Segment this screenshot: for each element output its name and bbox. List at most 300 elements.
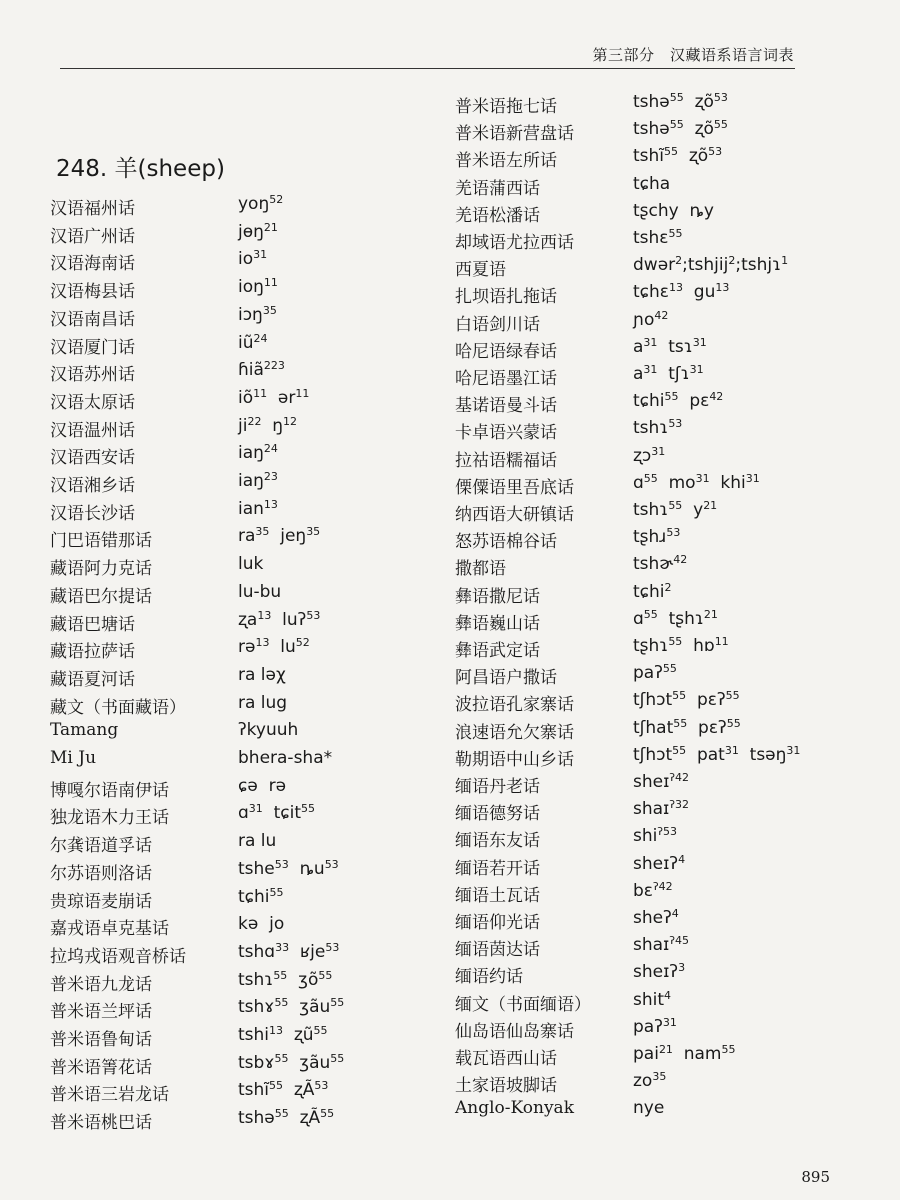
form-segment: ʐÃ <box>288 1108 321 1129</box>
tone-superscript: 55 <box>643 471 658 485</box>
form-segment: io <box>238 249 254 270</box>
entry-title: 248. 羊(sheep) <box>56 156 225 182</box>
form-segment: tʃhat <box>633 717 674 738</box>
tone-superscript: 53 <box>306 608 321 622</box>
form-segment: ;tshjij <box>682 255 729 276</box>
form-segment: pɛ <box>678 391 710 412</box>
form-segment: ɑ <box>633 472 644 493</box>
language-name: 羌语松潘话 <box>455 205 540 226</box>
word-form <box>633 146 722 166</box>
tone-superscript: 55 <box>726 716 741 730</box>
form-segment: tshɛ <box>633 228 669 248</box>
form-segment: ;tshjɿ <box>735 255 782 276</box>
tone-superscript: 53 <box>713 91 728 104</box>
language-name: 基诺语曼斗话 <box>455 396 557 417</box>
word-form <box>238 637 310 657</box>
word-form <box>238 665 286 685</box>
language-name: 贵琼语麦崩话 <box>50 891 152 912</box>
word-form <box>633 364 704 384</box>
form-segment: sheʔ <box>633 908 672 928</box>
form-segment: tshɤ <box>238 997 275 1018</box>
tone-superscript: 11 <box>714 635 729 648</box>
language-name: 尔苏语则洛话 <box>50 863 152 884</box>
form-segment: shit <box>633 989 665 1010</box>
tone-superscript: 55 <box>664 145 679 159</box>
word-form <box>238 748 332 768</box>
word-form <box>633 92 728 112</box>
tone-superscript: 35 <box>652 1070 667 1084</box>
form-segment: tɕhi <box>633 581 665 602</box>
form-segment: iaŋ <box>238 471 264 491</box>
tone-superscript: 55 <box>662 662 677 676</box>
tone-superscript: ʔ53 <box>657 825 677 839</box>
language-name: 藏语巴塘话 <box>50 614 135 635</box>
language-name: 汉语海南话 <box>50 254 135 275</box>
word-form <box>633 609 718 629</box>
language-name: 缅语仰光话 <box>455 913 540 933</box>
language-name: 浪速语允欠寨话 <box>455 722 574 743</box>
language-name: 藏语夏河话 <box>50 669 135 690</box>
tone-superscript: 55 <box>269 1079 284 1093</box>
language-name: 缅语丹老话 <box>455 777 540 797</box>
word-form <box>238 610 320 630</box>
form-segment: iɔŋ <box>238 304 263 325</box>
language-name: 汉语苏州话 <box>50 365 135 386</box>
tone-superscript: 55 <box>672 689 687 703</box>
tone-superscript: 11 <box>253 386 268 400</box>
word-form <box>633 636 729 656</box>
form-segment: y <box>682 500 704 520</box>
language-name: 羌语蒲西话 <box>455 178 540 199</box>
tone-superscript: 55 <box>668 499 683 512</box>
tone-superscript: 55 <box>721 1043 736 1056</box>
form-segment: ian <box>238 498 264 519</box>
language-name: 缅语德努话 <box>455 804 540 825</box>
tone-superscript: 55 <box>669 118 684 132</box>
word-form <box>238 1053 344 1073</box>
language-name: 缅语东友话 <box>455 831 540 852</box>
language-name: 勒期语中山乡话 <box>455 749 574 770</box>
tone-superscript: 31 <box>643 363 658 376</box>
language-name: 波拉语孔家寨话 <box>455 695 574 716</box>
form-segment: paʔ <box>633 1016 663 1037</box>
language-name: 普米语九龙话 <box>50 974 152 995</box>
tone-superscript: 21 <box>703 499 718 512</box>
language-name: 缅语土瓦话 <box>455 885 540 906</box>
form-segment: sheɪʔ <box>633 853 679 874</box>
tone-superscript: 2 <box>728 254 736 268</box>
language-name: 汉语西安话 <box>50 448 135 469</box>
form-segment: ʒãu <box>288 997 331 1018</box>
form-segment: sheɪʔ <box>633 962 679 983</box>
tone-superscript: 55 <box>725 689 740 703</box>
form-segment: tshə <box>238 1108 275 1129</box>
word-form <box>238 887 284 907</box>
language-name: 撒都语 <box>455 559 506 580</box>
word-form <box>238 693 287 713</box>
form-segment: tʃɿ <box>657 364 690 384</box>
tone-superscript: 31 <box>745 471 760 485</box>
word-form <box>633 1044 736 1064</box>
tone-superscript: 55 <box>273 968 288 982</box>
word-form <box>238 831 276 851</box>
form-segment: tsbɤ <box>238 1052 275 1073</box>
tone-superscript: 21 <box>703 607 718 621</box>
word-form <box>633 228 683 248</box>
word-form <box>633 201 714 221</box>
word-form <box>238 554 263 574</box>
word-form <box>238 360 285 380</box>
word-form <box>238 859 339 879</box>
word-form <box>633 990 671 1010</box>
word-form <box>238 499 278 519</box>
form-segment: bɛ <box>633 880 653 901</box>
language-name: 缅语约话 <box>455 967 523 988</box>
tone-superscript: 24 <box>263 442 278 456</box>
form-segment: pai <box>633 1044 659 1064</box>
word-form <box>238 388 309 408</box>
tone-superscript: 55 <box>269 885 284 899</box>
tone-superscript: 31 <box>689 363 704 376</box>
form-segment: bhera-sha* <box>238 748 333 768</box>
word-form <box>633 119 728 139</box>
tone-superscript: 2 <box>675 254 683 268</box>
tone-superscript: 31 <box>643 335 658 349</box>
tone-superscript: 4 <box>664 988 672 1002</box>
tone-superscript: 1 <box>781 254 789 268</box>
tone-superscript: 31 <box>786 743 801 757</box>
word-form <box>633 282 729 302</box>
word-form <box>238 471 278 491</box>
language-name: 彝语武定话 <box>455 641 540 661</box>
language-name: 博嘎尔语南伊话 <box>50 780 169 801</box>
word-form <box>633 663 677 683</box>
form-segment: tsɿ <box>657 336 693 357</box>
form-segment: ʒõ <box>287 969 319 990</box>
tone-superscript: 53 <box>666 526 681 540</box>
language-name: 缅语茵达话 <box>455 940 540 961</box>
language-name: 普米语箐花话 <box>50 1057 152 1078</box>
tone-superscript: 55 <box>330 996 345 1010</box>
word-form <box>238 914 284 934</box>
form-segment: hɒ <box>682 636 715 656</box>
language-name: 阿昌语户撒话 <box>455 668 557 689</box>
form-segment: tɕhɛ <box>633 282 669 303</box>
tone-superscript: 13 <box>668 281 683 295</box>
word-form <box>633 854 685 874</box>
form-segment: tshə <box>633 119 670 140</box>
tone-superscript: 13 <box>257 608 272 622</box>
page-number: 895 <box>801 1168 830 1186</box>
form-segment: ʔkyuuh <box>238 720 299 741</box>
tone-superscript: 13 <box>269 1024 284 1037</box>
tone-superscript: 13 <box>255 636 270 650</box>
tone-superscript: 42 <box>654 308 669 322</box>
language-name: 普米语新营盘话 <box>455 124 574 145</box>
word-form <box>633 962 685 982</box>
language-name: 藏文（书面藏语） <box>50 697 186 718</box>
word-form <box>238 997 344 1017</box>
form-segment: tshɿ <box>633 418 669 439</box>
tone-superscript: 24 <box>253 331 268 345</box>
form-segment: tʂhɿ <box>657 608 704 629</box>
word-form <box>633 799 689 819</box>
tone-superscript: 55 <box>320 1107 335 1121</box>
form-segment: ɕə rə <box>238 775 287 796</box>
form-segment: shaɪ <box>633 935 670 956</box>
form-segment: ra lug <box>238 692 288 713</box>
word-form <box>633 745 800 765</box>
language-name: 汉语广州话 <box>50 226 135 247</box>
word-form <box>238 443 278 463</box>
word-form <box>633 500 717 520</box>
word-form <box>633 582 672 602</box>
form-segment: tʃhɔt <box>633 744 673 765</box>
language-name: 哈尼语墨江话 <box>455 369 557 389</box>
word-form <box>238 942 339 962</box>
word-form <box>633 718 741 738</box>
tone-superscript: 31 <box>253 248 268 262</box>
word-form <box>238 970 332 990</box>
tone-superscript: ʔ42 <box>669 771 690 784</box>
language-name: Tamang <box>50 720 119 741</box>
word-form <box>633 772 689 792</box>
language-name: 卡卓语兴蒙话 <box>455 423 557 444</box>
tone-superscript: 52 <box>269 193 284 206</box>
form-segment: khi <box>709 472 746 493</box>
word-form <box>633 1017 677 1037</box>
word-form <box>633 935 689 955</box>
form-segment: jeŋ <box>269 526 307 547</box>
tone-superscript: 52 <box>295 636 310 650</box>
language-name: 汉语湘乡话 <box>50 476 135 496</box>
form-segment: pɛʔ <box>686 690 726 711</box>
tone-superscript: 4 <box>678 852 686 866</box>
tone-superscript: ʔ42 <box>652 879 673 893</box>
form-segment: tʂhɹ <box>633 527 667 548</box>
language-name: 普米语拖七话 <box>455 97 557 117</box>
tone-superscript: 53 <box>708 145 723 159</box>
tone-superscript: 3 <box>678 961 686 975</box>
form-segment: zo <box>633 1071 653 1092</box>
language-name: 缅语若开话 <box>455 858 540 879</box>
tone-superscript: 53 <box>314 1079 329 1093</box>
language-name: 扎坝语扎拖话 <box>455 287 557 308</box>
tone-superscript: 55 <box>330 1051 345 1065</box>
form-segment: ʐɔ <box>633 445 652 466</box>
word-form <box>633 337 707 357</box>
form-segment: iaŋ <box>238 443 264 464</box>
language-name: 拉坞戎语观音桥话 <box>50 946 186 967</box>
language-name: 白语剑川话 <box>455 314 540 335</box>
form-segment: tɕit <box>262 803 302 824</box>
tone-superscript: 21 <box>263 220 278 234</box>
word-form <box>633 391 723 411</box>
form-segment: ʁje <box>289 941 326 962</box>
form-segment: lu <box>269 637 296 658</box>
form-segment: paʔ <box>633 663 663 684</box>
form-segment: iũ <box>238 332 254 353</box>
form-segment: luk <box>238 554 264 575</box>
form-segment: sheɪ <box>633 772 670 792</box>
form-segment: mo <box>657 472 696 493</box>
form-segment: gu <box>682 282 716 303</box>
tone-superscript: 55 <box>274 1107 289 1121</box>
tone-superscript: 53 <box>668 417 683 431</box>
form-segment: ɑ <box>633 608 644 629</box>
form-segment: tʃhɔt <box>633 690 673 711</box>
form-segment: rə <box>238 637 256 658</box>
word-form <box>238 720 298 740</box>
form-segment: iõ <box>238 387 254 408</box>
tone-superscript: 11 <box>295 386 310 400</box>
language-name: 西夏语 <box>455 260 506 281</box>
tone-superscript: 55 <box>713 118 728 132</box>
word-form <box>238 333 268 353</box>
form-segment: tshe <box>238 858 275 879</box>
form-segment: ra lu <box>238 831 277 852</box>
form-segment: tɕha <box>633 173 671 194</box>
word-form <box>633 554 687 574</box>
language-name: Anglo-Konyak <box>455 1098 574 1119</box>
language-name: 藏语巴尔提话 <box>50 586 152 607</box>
form-segment: tshɑ <box>238 941 276 962</box>
language-name: 彝语撒尼话 <box>455 586 540 607</box>
tone-superscript: 31 <box>662 1015 677 1029</box>
tone-superscript: 22 <box>247 414 262 428</box>
form-segment: shi <box>633 826 658 847</box>
form-segment: nam <box>672 1044 722 1064</box>
language-name: 却域语尤拉西话 <box>455 233 574 253</box>
tone-superscript: 55 <box>274 1051 289 1065</box>
form-segment: shaɪ <box>633 799 670 820</box>
form-segment: tshɿ <box>238 969 274 990</box>
tone-superscript: 55 <box>643 607 658 621</box>
word-form <box>238 526 320 546</box>
form-segment: tshĩ <box>238 1080 270 1101</box>
word-form <box>633 1098 664 1118</box>
language-name: 汉语太原话 <box>50 392 135 413</box>
form-segment: ʐa <box>238 609 258 630</box>
word-form <box>238 249 267 269</box>
form-segment: pɛʔ <box>687 717 727 738</box>
word-form <box>633 527 680 547</box>
form-segment: tshĩ <box>633 146 665 167</box>
form-segment: ioŋ <box>238 277 264 298</box>
language-name: 普米语三岩龙话 <box>50 1085 169 1106</box>
tone-superscript: 21 <box>658 1043 673 1056</box>
language-name: 土家语坡脚话 <box>455 1076 557 1097</box>
tone-superscript: 55 <box>668 635 683 648</box>
language-name: 仙岛语仙岛寨话 <box>455 1021 574 1042</box>
tone-superscript: 23 <box>263 470 278 483</box>
tone-superscript: 31 <box>724 743 739 757</box>
tone-superscript: 31 <box>651 444 666 458</box>
form-segment: kə jo <box>238 914 285 935</box>
form-segment: tɕhi <box>633 391 665 412</box>
language-name: 拉祜语糯福话 <box>455 450 557 471</box>
word-form <box>238 776 286 796</box>
language-name: 汉语梅县话 <box>50 282 135 303</box>
tone-superscript: 53 <box>324 857 339 871</box>
tone-superscript: 13 <box>715 281 730 295</box>
form-segment: ər <box>267 387 296 408</box>
form-segment: ɦiã <box>238 360 264 381</box>
form-segment: ʐõ <box>678 146 709 167</box>
tone-superscript: 55 <box>673 716 688 730</box>
tone-superscript: 55 <box>672 743 687 757</box>
tone-superscript: 42 <box>673 553 688 567</box>
word-form <box>633 310 668 330</box>
form-segment: yoŋ <box>238 194 270 214</box>
form-segment: jɵŋ <box>238 221 264 242</box>
tone-superscript: 53 <box>325 940 340 954</box>
language-name: 藏语阿力克话 <box>50 559 152 580</box>
language-name: 汉语温州话 <box>50 420 135 441</box>
tone-superscript: 55 <box>274 996 289 1010</box>
language-name: 汉语厦门话 <box>50 337 135 358</box>
form-segment: tshɚ <box>633 554 674 575</box>
language-name: 汉语长沙话 <box>50 503 135 524</box>
tone-superscript: 2 <box>664 580 672 594</box>
tone-superscript: 55 <box>318 968 333 982</box>
tone-superscript: 31 <box>248 802 263 816</box>
language-name: 傈僳语里吾底话 <box>455 477 574 498</box>
word-form <box>633 255 788 275</box>
header-rule <box>60 68 795 69</box>
form-segment: tshə <box>633 92 670 112</box>
language-name: 独龙语木力王话 <box>50 808 169 829</box>
word-form <box>238 803 315 823</box>
language-name: 普米语兰坪话 <box>50 1002 152 1023</box>
language-name: 汉语福州话 <box>50 199 135 219</box>
form-segment: tsəŋ <box>738 744 787 765</box>
word-form <box>238 305 277 325</box>
language-name: 彝语巍山话 <box>455 613 540 634</box>
form-segment: ʐũ <box>283 1025 314 1045</box>
tone-superscript: 55 <box>668 227 683 240</box>
word-form <box>238 194 283 214</box>
tone-superscript: 4 <box>671 907 679 920</box>
language-name: 普米语左所话 <box>455 151 557 172</box>
word-form <box>633 473 760 493</box>
word-form <box>238 1108 334 1128</box>
form-segment: ɲo <box>633 309 655 330</box>
tone-superscript: 55 <box>664 390 679 404</box>
form-segment: tshɿ <box>633 500 669 520</box>
form-segment: tʂhɿ <box>633 636 669 656</box>
word-form <box>633 826 677 846</box>
form-segment: tɕhi <box>238 886 270 907</box>
tone-superscript: 35 <box>255 525 270 539</box>
form-segment: luʔ <box>271 609 307 630</box>
tone-superscript: 35 <box>306 525 321 539</box>
language-name: 缅文（书面缅语） <box>455 994 591 1015</box>
tone-superscript: 33 <box>275 940 290 954</box>
form-segment: nye <box>633 1098 665 1119</box>
tone-superscript: 42 <box>709 390 724 404</box>
tone-superscript: ʔ45 <box>669 934 689 948</box>
tone-superscript: 31 <box>692 335 707 349</box>
tone-superscript: 31 <box>695 471 710 485</box>
word-form <box>633 908 679 928</box>
form-segment: a <box>633 336 644 357</box>
form-segment: ȵu <box>288 858 325 879</box>
word-form <box>238 582 281 602</box>
language-name: 藏语拉萨话 <box>50 642 135 663</box>
language-name: 汉语南昌话 <box>50 309 135 330</box>
form-segment: ŋ <box>261 415 284 436</box>
